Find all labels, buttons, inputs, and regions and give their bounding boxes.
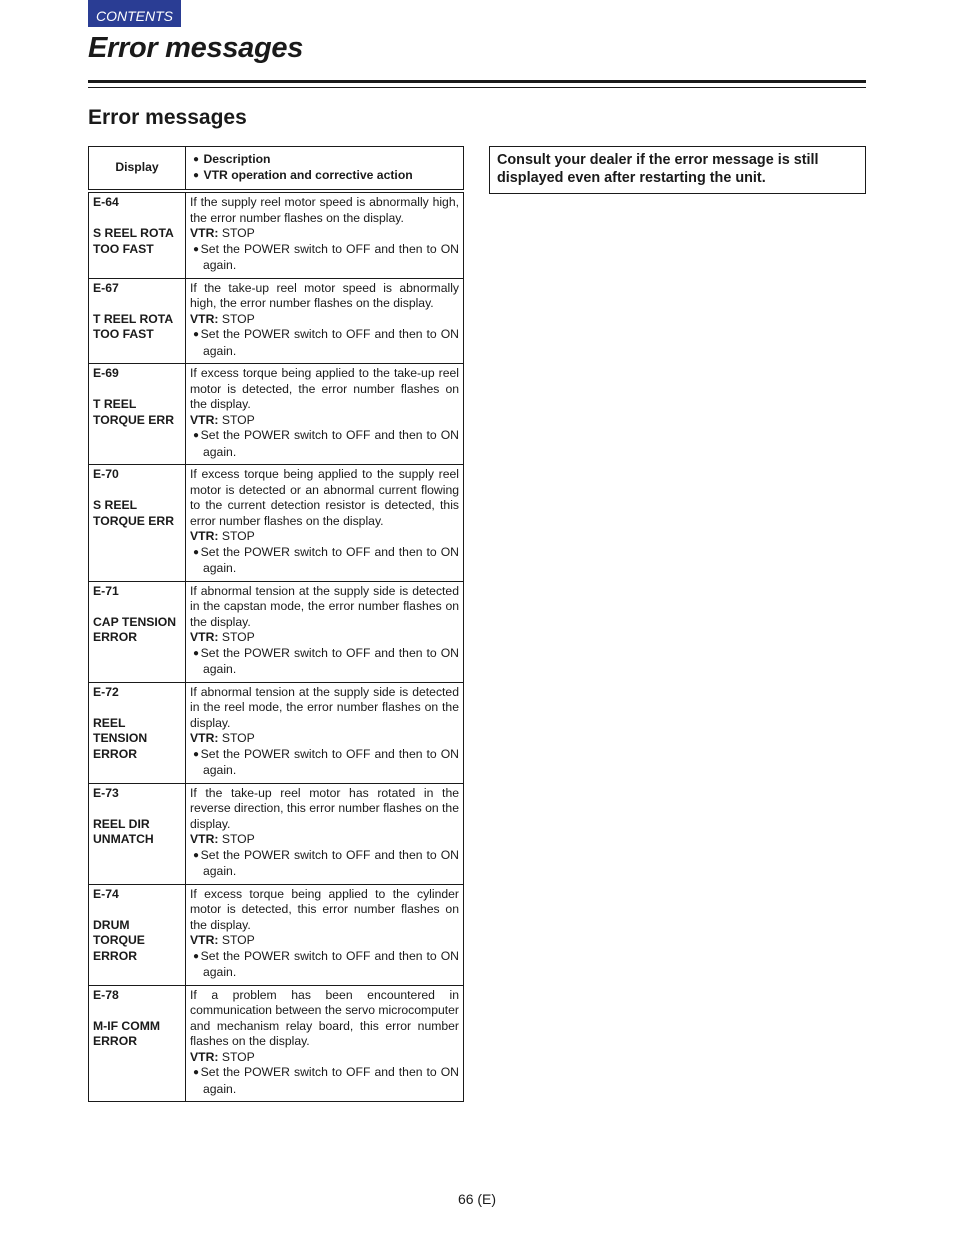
page-number: 66 (E) <box>457 1191 497 1207</box>
table-row <box>89 783 464 884</box>
error-description-cell <box>186 278 464 364</box>
consult-dealer-note: Consult your dealer if the error message is still displayed even after restarting the unit. <box>489 146 866 194</box>
error-name: REEL DIR UNMATCH <box>93 816 154 846</box>
action-text: Set the POWER switch to OFF and then to ON again. <box>200 948 459 979</box>
error-display-cell <box>89 682 186 783</box>
bullet-icon: ● <box>193 329 200 340</box>
bullet-icon: ● <box>193 243 200 255</box>
vtr-label: VTR: <box>190 311 219 326</box>
error-message-table <box>88 146 464 1102</box>
action-text: Set the POWER switch to OFF and then to ON again. <box>200 241 459 272</box>
bullet-icon: ● <box>193 748 200 760</box>
title-rule-thick <box>88 80 866 83</box>
corrective-action <box>190 949 459 981</box>
vtr-label: VTR: <box>190 630 219 644</box>
error-description: If excess torque being applied to the supply reel motor is detected or an abnormal current flowing to the current detection resistor is detected, this error number flashes on the display. <box>190 467 459 528</box>
error-name: CAP TENSION ERROR <box>93 614 177 644</box>
table-row <box>89 364 464 465</box>
vtr-operation <box>190 413 459 429</box>
corrective-action <box>190 545 459 577</box>
vtr-operation <box>190 1050 459 1066</box>
corrective-action <box>190 747 459 779</box>
vtr-label: VTR: <box>190 933 219 947</box>
error-display-cell <box>89 278 186 364</box>
vtr-value: STOP <box>218 832 255 846</box>
vtr-operation <box>190 832 459 848</box>
error-description-cell <box>186 682 464 783</box>
error-description-cell <box>186 364 464 465</box>
vtr-label: VTR: <box>190 731 219 745</box>
error-description: If excess torque being applied to the cylinder motor is detected, this error number flashes on the display. <box>190 886 459 932</box>
error-display-cell <box>89 985 186 1102</box>
error-description: If a problem has been encountered in communication between the servo microcomputer and mechanism relay board, this error number flashes on the display. <box>190 987 459 1048</box>
title-rule-thin <box>88 87 866 88</box>
table-row <box>89 191 464 278</box>
table-row <box>89 884 464 985</box>
vtr-label: VTR: <box>190 1049 219 1064</box>
error-name: M-IF COMM ERROR <box>93 1018 161 1048</box>
vtr-label: VTR: <box>190 412 219 427</box>
vtr-operation <box>190 933 459 949</box>
bullet-icon: ● <box>193 950 200 962</box>
section-title: Error messages <box>88 106 247 129</box>
error-description-cell <box>186 884 464 985</box>
error-name: REEL TENSION ERROR <box>93 715 148 761</box>
vtr-value: STOP <box>218 226 255 240</box>
action-text: Set the POWER switch to OFF and then to ON again. <box>200 1065 459 1096</box>
corrective-action <box>190 428 459 460</box>
header-action: VTR operation and corrective action <box>203 168 413 182</box>
header-description-line <box>187 152 462 169</box>
error-description-cell <box>186 465 464 582</box>
error-description-cell <box>186 985 464 1102</box>
vtr-operation <box>190 630 459 646</box>
vtr-label: VTR: <box>190 529 219 543</box>
table-row <box>89 985 464 1102</box>
error-display-cell <box>89 191 186 278</box>
error-name: S REEL TORQUE ERR <box>93 498 175 528</box>
bullet-icon: ● <box>193 430 200 441</box>
table-row <box>89 278 464 364</box>
table-header-row <box>89 147 464 192</box>
error-description: If abnormal tension at the supply side is detected in the capstan mode, the error number flashes on the display. <box>190 583 459 629</box>
error-code: E-71 <box>93 583 119 598</box>
action-text: Set the POWER switch to OFF and then to ON again. <box>200 847 459 878</box>
error-display-cell <box>89 364 186 465</box>
error-code: E-69 <box>93 366 119 380</box>
error-name: DRUM TORQUE ERROR <box>93 917 145 963</box>
action-text: Set the POWER switch to OFF and then to ON again. <box>200 645 459 676</box>
corrective-action <box>190 327 459 359</box>
vtr-value: STOP <box>218 933 255 947</box>
corrective-action <box>190 1065 459 1097</box>
error-code: E-74 <box>93 886 119 901</box>
error-code: E-73 <box>93 785 119 800</box>
header-description-action <box>186 147 464 192</box>
bullet-icon: ● <box>193 1067 200 1078</box>
error-name: S REEL ROTA TOO FAST <box>93 226 174 256</box>
error-description-cell <box>186 783 464 884</box>
action-text: Set the POWER switch to OFF and then to ON again. <box>200 327 459 358</box>
action-text: Set the POWER switch to OFF and then to ON again. <box>200 544 459 575</box>
action-text: Set the POWER switch to OFF and then to ON again. <box>200 746 459 777</box>
error-description: If the take-up reel motor has rotated in the reverse direction, this error number flashes on the display. <box>190 785 459 831</box>
header-description: Description <box>203 151 271 166</box>
table-row <box>89 581 464 682</box>
error-code: E-64 <box>93 195 119 209</box>
header-display: Display <box>89 147 186 192</box>
bullet-icon: ● <box>193 647 200 659</box>
vtr-operation <box>190 312 459 328</box>
error-display-cell <box>89 783 186 884</box>
error-description: If excess torque being applied to the take-up reel motor is detected, the error number flashes on the display. <box>190 366 459 411</box>
error-description: If abnormal tension at the supply side is detected in the reel mode, the error number flashes on the display. <box>190 684 459 730</box>
vtr-value: STOP <box>218 630 255 644</box>
bullet-icon: ● <box>193 546 200 558</box>
error-code: E-70 <box>93 467 119 481</box>
corrective-action <box>190 242 459 274</box>
table-row <box>89 682 464 783</box>
bullet-icon: ● <box>193 170 200 181</box>
vtr-value: STOP <box>218 529 255 543</box>
page-title: Error messages <box>88 32 304 64</box>
error-display-cell <box>89 884 186 985</box>
bullet-icon: ● <box>193 153 200 165</box>
vtr-label: VTR: <box>190 832 219 846</box>
header-action-line <box>187 168 462 185</box>
error-code: E-67 <box>93 280 119 295</box>
vtr-operation <box>190 226 459 242</box>
error-display-cell <box>89 465 186 582</box>
action-text: Set the POWER switch to OFF and then to ON again. <box>200 428 459 459</box>
error-description-cell <box>186 191 464 278</box>
error-display-cell <box>89 581 186 682</box>
error-description-cell <box>186 581 464 682</box>
contents-link[interactable]: CONTENTS <box>88 0 181 27</box>
error-code: E-78 <box>93 987 119 1002</box>
error-name: T REEL TORQUE ERR <box>93 397 175 427</box>
error-name: T REEL ROTA TOO FAST <box>93 311 173 341</box>
vtr-operation <box>190 731 459 747</box>
vtr-value: STOP <box>218 311 255 326</box>
error-code: E-72 <box>93 684 119 699</box>
error-rows <box>89 191 464 1102</box>
vtr-label: VTR: <box>190 226 219 240</box>
corrective-action <box>190 646 459 678</box>
corrective-action <box>190 848 459 880</box>
vtr-operation <box>190 529 459 545</box>
bullet-icon: ● <box>193 849 200 861</box>
vtr-value: STOP <box>218 1049 255 1064</box>
table-row <box>89 465 464 582</box>
vtr-value: STOP <box>218 731 255 745</box>
vtr-value: STOP <box>218 412 255 427</box>
error-description: If the supply reel motor speed is abnormally high, the error number flashes on the display. <box>190 195 459 225</box>
error-description: If the take-up reel motor speed is abnormally high, the error number flashes on the display. <box>190 280 459 310</box>
